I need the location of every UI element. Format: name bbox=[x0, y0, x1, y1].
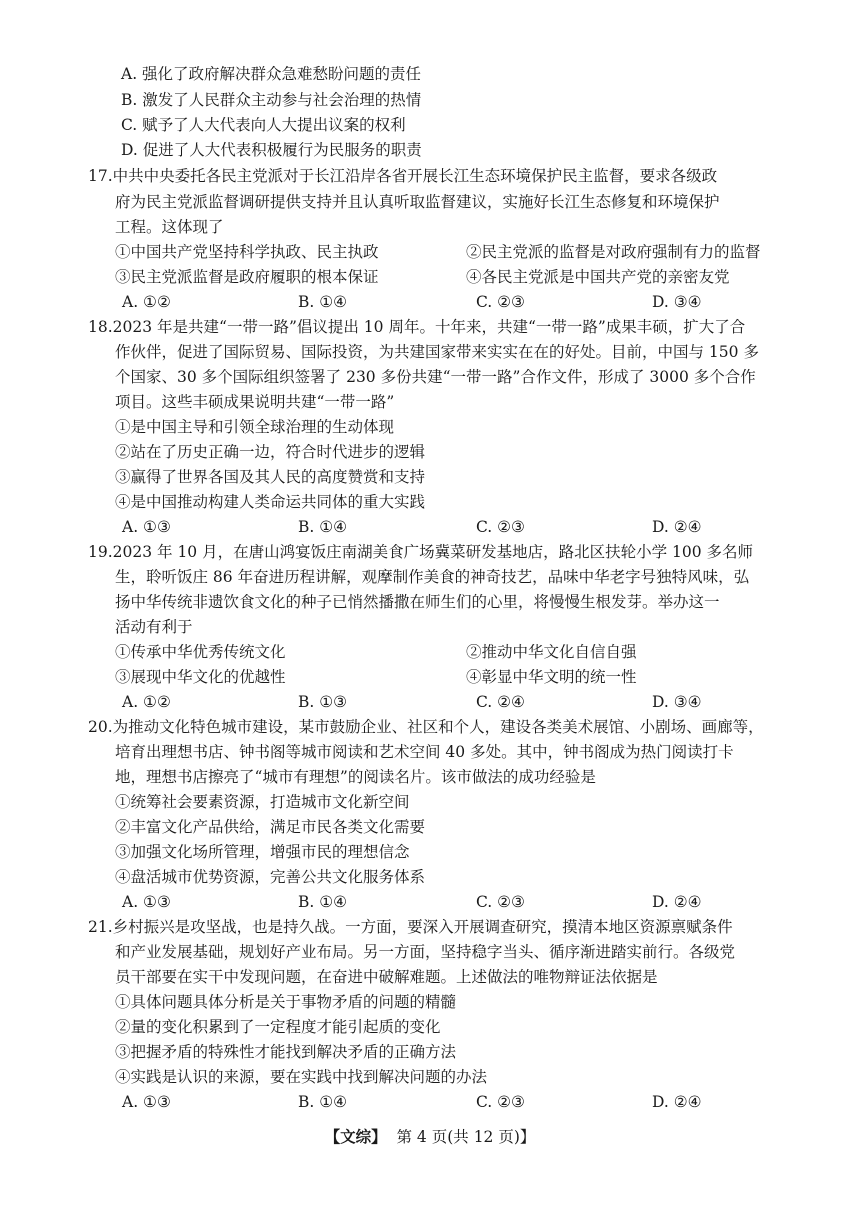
q16-option-c: C. 赋予了人大代表向人大提出议案的权利 bbox=[121, 116, 406, 134]
q20-stem-line-2: 培育出理想书店、钟书阁等城市阅读和艺术空间 40 多处。其中，钟书阁成为热门阅读打卡 bbox=[115, 743, 734, 761]
q18-item-1: ①是中国主导和引领全球治理的生动体现 bbox=[115, 418, 395, 436]
q18-stem-line-2: 作伙伴，促进了国际贸易、国际投资，为共建国家带来实实在在的好处。目前，中国与 150 多 bbox=[115, 343, 759, 361]
q19-item-1: ①传承中华优秀传统文化 bbox=[115, 643, 286, 661]
q19-stem-line-3: 扬中华传统非遗饮食文化的种子已悄然播撒在师生们的心里，将慢慢生根发芽。举办这一 bbox=[115, 593, 720, 611]
q18-stem-line-1: 18.2023 年是共建“一带一路”倡议提出 10 周年。十年来，共建“一带一路”成果丰硕，扩大了合 bbox=[88, 318, 746, 336]
q19-item-2: ②推动中华文化自信自强 bbox=[466, 643, 637, 661]
q20-item-4: ④盘活城市优势资源，完善公共文化服务体系 bbox=[115, 868, 426, 886]
q21-stem-line-2: 和产业发展基础，规划好产业布局。另一方面，坚持稳字当头、循序渐进踏实前行。各级党 bbox=[115, 943, 736, 961]
q19-choice-b: B. ①③ bbox=[298, 693, 348, 711]
q18-item-3: ③赢得了世界各国及其人民的高度赞赏和支持 bbox=[115, 468, 426, 486]
q19-item-4: ④彰显中华文明的统一性 bbox=[466, 668, 637, 686]
q16-option-d: D. 促进了人大代表积极履行为民服务的职责 bbox=[121, 141, 422, 159]
q17-choice-b: B. ①④ bbox=[298, 293, 348, 311]
q20-stem-line-3: 地，理想书店擦亮了“城市有理想”的阅读名片。该市做法的成功经验是 bbox=[115, 768, 596, 786]
q21-item-2: ②量的变化积累到了一定程度才能引起质的变化 bbox=[115, 1018, 441, 1036]
q18-choice-a: A. ①③ bbox=[122, 518, 171, 536]
q20-choice-a: A. ①③ bbox=[122, 893, 171, 911]
q19-stem-line-4: 活动有利于 bbox=[115, 618, 193, 636]
q19-item-3: ③展现中华文化的优越性 bbox=[115, 668, 286, 686]
q18-choice-d: D. ②④ bbox=[652, 518, 702, 536]
q21-choice-d: D. ②④ bbox=[652, 1093, 702, 1111]
q18-stem-line-4: 项目。这些丰硕成果说明共建“一带一路” bbox=[115, 393, 395, 411]
q18-item-2: ②站在了历史正确一边，符合时代进步的逻辑 bbox=[115, 443, 426, 461]
q18-choice-b: B. ①④ bbox=[298, 518, 348, 536]
q17-stem-line-1: 17.中共中央委托各民主党派对于长江沿岸各省开展长江生态环境保护民主监督，要求各级政 bbox=[88, 167, 718, 185]
q16-option-b: B. 激发了人民群众主动参与社会治理的热情 bbox=[121, 91, 422, 109]
footer-subject: 【文综 bbox=[324, 1127, 372, 1146]
q21-item-3: ③把握矛盾的特殊性才能找到解决矛盾的正确方法 bbox=[115, 1043, 457, 1061]
q21-stem-line-3: 员干部要在实干中发现问题，在奋进中破解难题。上述做法的唯物辩证法依据是 bbox=[115, 968, 658, 986]
q18-choice-c: C. ②③ bbox=[476, 518, 525, 536]
q20-item-2: ②丰富文化产品供给，满足市民各类文化需要 bbox=[115, 818, 426, 836]
q21-stem-line-1: 21.乡村振兴是攻坚战，也是持久战。一方面，要深入开展调查研究，摸清本地区资源禀赋条件 bbox=[88, 918, 733, 936]
q19-choice-a: A. ①② bbox=[122, 693, 171, 711]
q21-item-4: ④实践是认识的来源，要在实践中找到解决问题的办法 bbox=[115, 1068, 488, 1086]
q17-item-2: ②民主党派的监督是对政府强制有力的监督 bbox=[466, 243, 761, 261]
q18-stem-line-3: 个国家、30 多个国际组织签署了 230 多份共建“一带一路”合作文件，形成了 3000 多个合作 bbox=[115, 368, 756, 386]
q18-item-4: ④是中国推动构建人类命运共同体的重大实践 bbox=[115, 493, 426, 511]
q17-choice-a: A. ①② bbox=[122, 293, 171, 311]
q16-option-a: A. 强化了政府解决群众急难愁盼问题的责任 bbox=[121, 65, 422, 83]
q19-choice-d: D. ③④ bbox=[652, 693, 702, 711]
q19-stem-line-2: 生，聆听饭庄 86 年奋进历程讲解，观摩制作美食的神奇技艺，品味中华老字号独特风味，弘 bbox=[115, 568, 750, 586]
q20-stem-line-1: 20.为推动文化特色城市建设，某市鼓励企业、社区和个人，建设各类美术展馆、小剧场、画廊等， bbox=[88, 718, 764, 736]
q17-choice-d: D. ③④ bbox=[652, 293, 702, 311]
q20-item-3: ③加强文化场所管理，增强市民的理想信念 bbox=[115, 843, 410, 861]
q21-choice-a: A. ①③ bbox=[122, 1093, 171, 1111]
q21-choice-b: B. ①④ bbox=[298, 1093, 348, 1111]
q19-stem-line-1: 19.2023 年 10 月，在唐山鸿宴饭庄南湖美食广场冀菜研发基地店，路北区扶轮小学 100 多名师 bbox=[88, 543, 754, 561]
q21-choice-c: C. ②③ bbox=[476, 1093, 525, 1111]
q19-choice-c: C. ②④ bbox=[476, 693, 525, 711]
q17-choice-c: C. ②③ bbox=[476, 293, 525, 311]
q20-choice-c: C. ②③ bbox=[476, 893, 525, 911]
q17-stem-line-3: 工程。这体现了 bbox=[115, 218, 224, 236]
q20-item-1: ①统筹社会要素资源，打造城市文化新空间 bbox=[115, 793, 410, 811]
q17-item-3: ③民主党派监督是政府履职的根本保证 bbox=[115, 268, 379, 286]
q17-item-1: ①中国共产党坚持科学执政、民主执政 bbox=[115, 243, 379, 261]
q20-choice-b: B. ①④ bbox=[298, 893, 348, 911]
q20-choice-d: D. ②④ bbox=[652, 893, 702, 911]
footer-page-number: 第 4 页(共 12 页)】 bbox=[396, 1128, 536, 1146]
page-footer: 【文综】 第 4 页(共 12 页)】 bbox=[324, 1127, 536, 1146]
q17-item-4: ④各民主党派是中国共产党的亲密友党 bbox=[466, 268, 730, 286]
q21-item-1: ①具体问题具体分析是关于事物矛盾的问题的精髓 bbox=[115, 993, 457, 1011]
q17-stem-line-2: 府为民主党派监督调研提供支持并且认真听取监督建议，实施好长江生态修复和环境保护 bbox=[115, 193, 720, 211]
